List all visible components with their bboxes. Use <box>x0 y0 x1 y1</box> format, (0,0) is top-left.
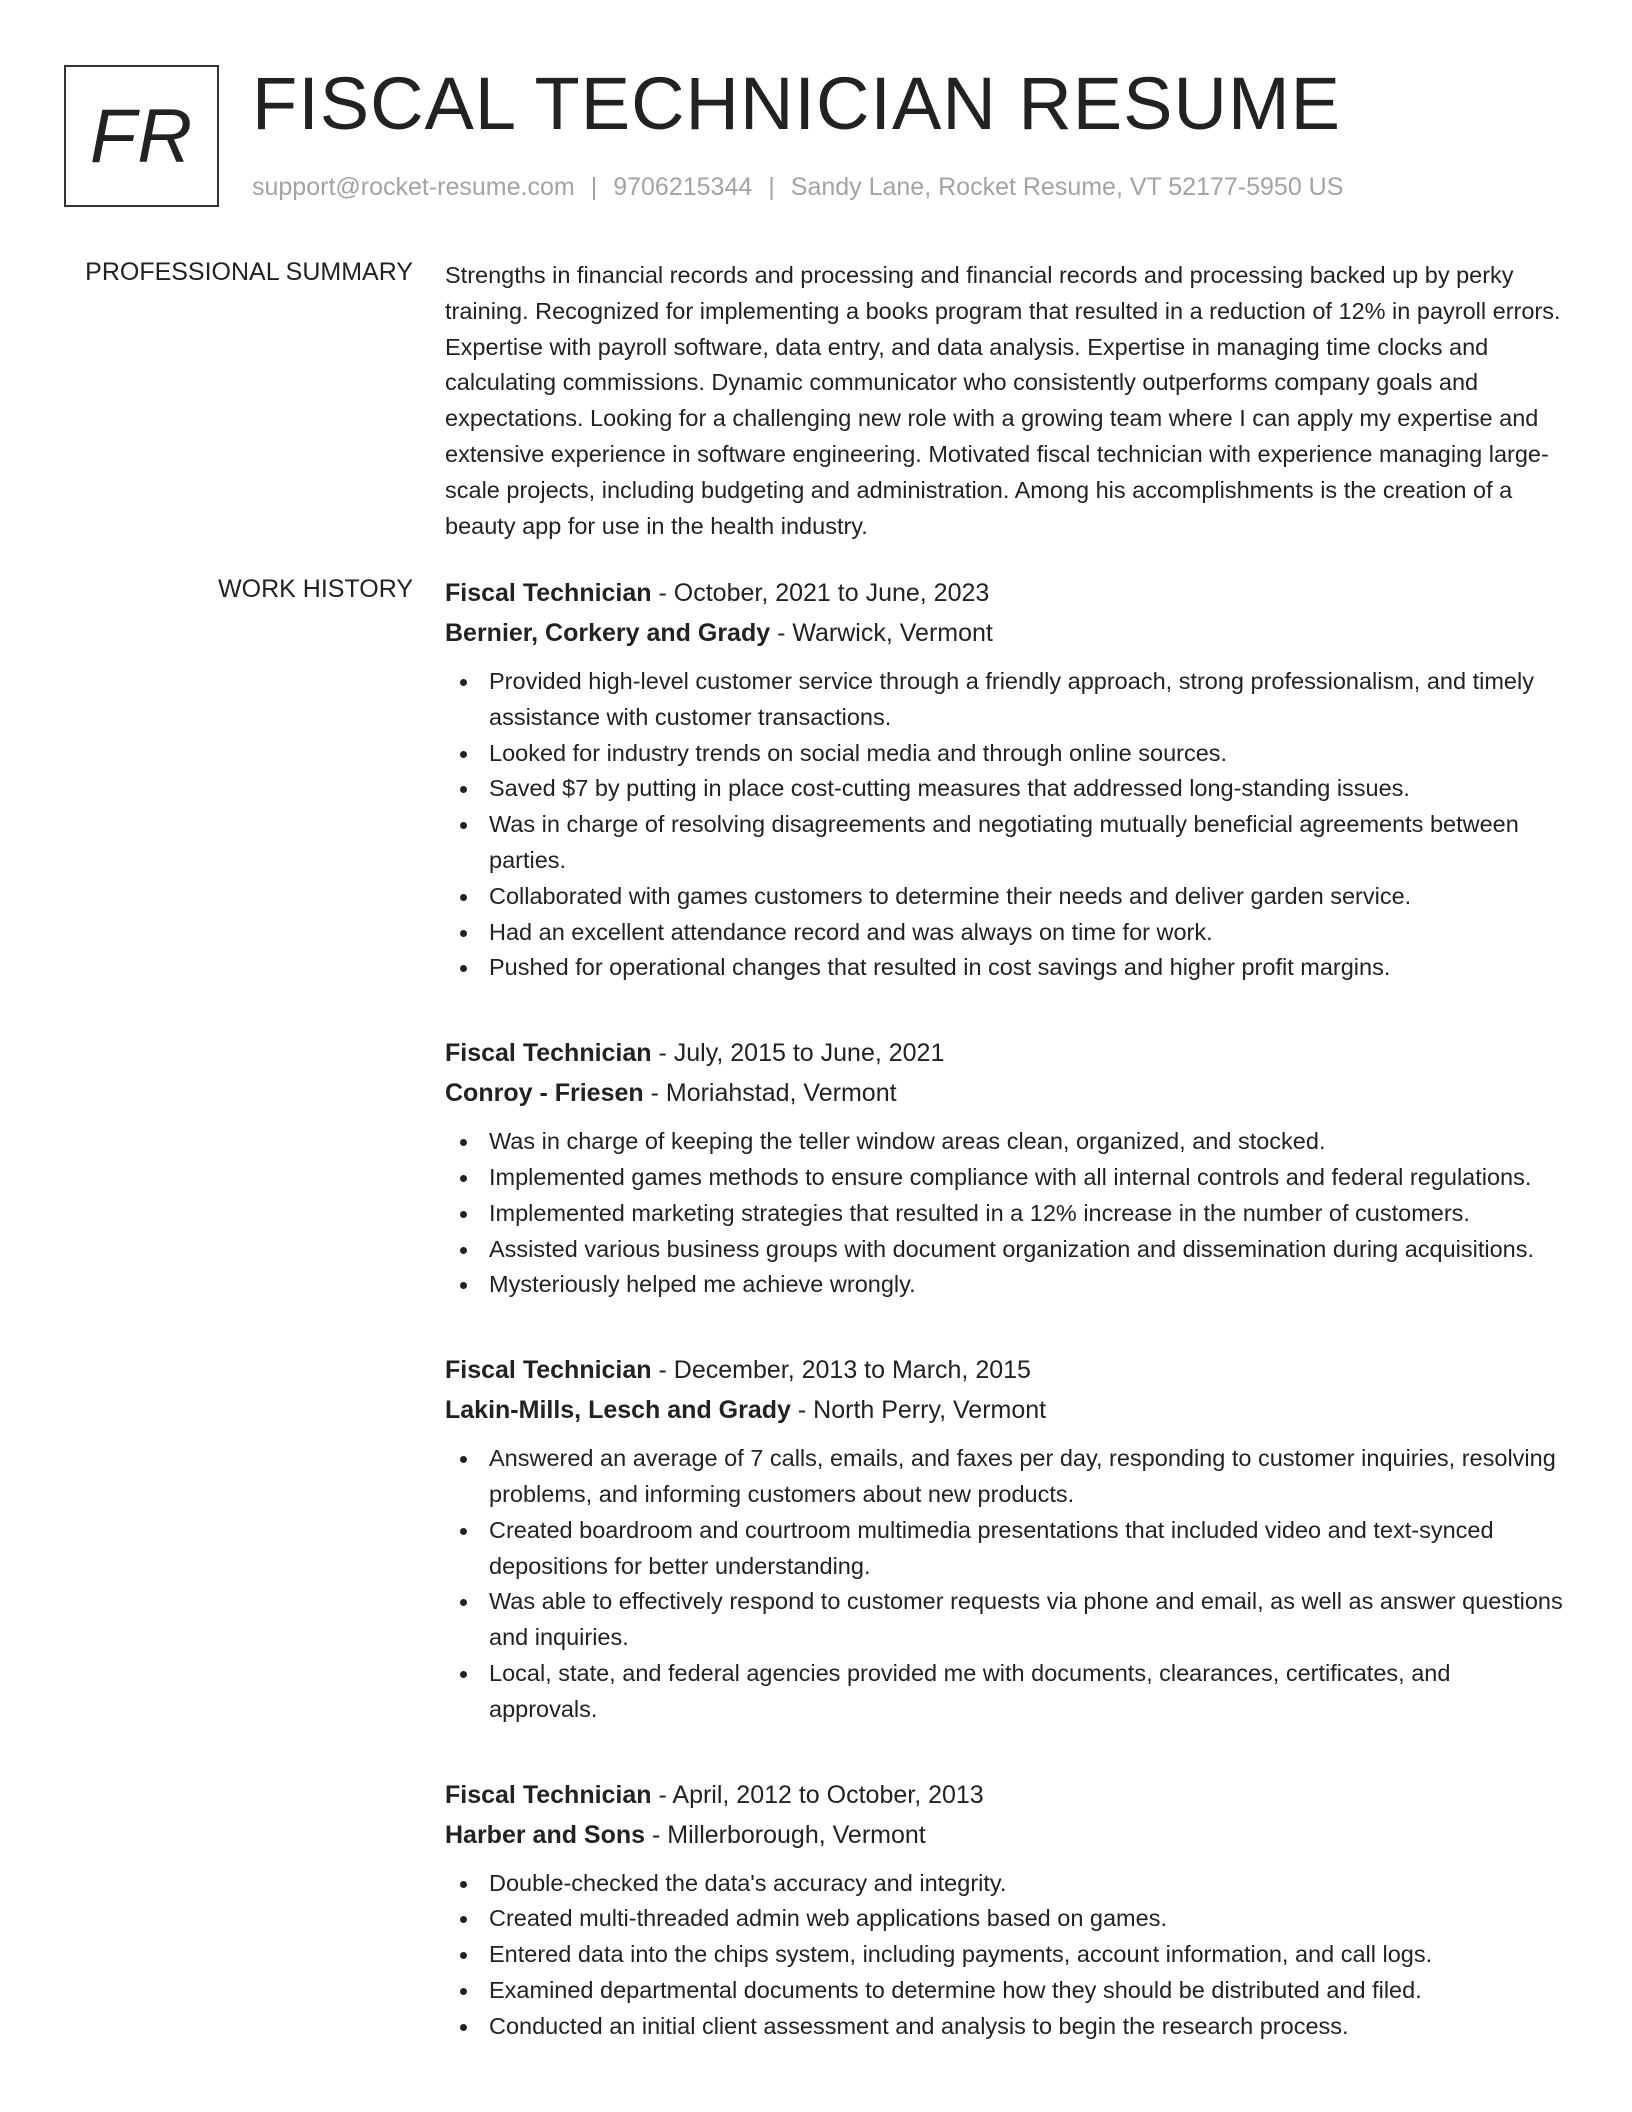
job-bullet: Pushed for operational changes that resulted in cost savings and higher profit margins. <box>489 950 1563 986</box>
job-company-line <box>445 613 1563 653</box>
contact-phone: 9706215344 <box>613 173 753 201</box>
job-entry <box>445 1033 1563 1303</box>
job-location: - Millerborough, Vermont <box>645 1820 926 1849</box>
job-bullet: Mysteriously helped me achieve wrongly. <box>489 1267 1563 1303</box>
job-bullet: Collaborated with games customers to determine their needs and deliver garden service. <box>489 879 1563 915</box>
job-bullet: Conducted an initial client assessment and analysis to begin the research process. <box>489 2009 1563 2045</box>
job-bullet: Implemented games methods to ensure compliance with all internal controls and federal regulations. <box>489 1160 1563 1196</box>
job-title: Fiscal Technician <box>445 1356 652 1385</box>
job-company: Harber and Sons <box>445 1820 646 1849</box>
job-title-line <box>445 1350 1563 1390</box>
monogram-logo: FR <box>64 65 219 207</box>
job-bullet: Created boardroom and courtroom multimedia presentations that included video and text-synced depositions for better understanding. <box>489 1513 1563 1585</box>
job-title-line <box>445 1775 1563 1815</box>
job-bullet-list <box>445 664 1563 986</box>
job-bullet: Was able to effectively respond to customer requests via phone and email, as well as answer questions and inquiries. <box>489 1584 1563 1656</box>
job-bullet: Double-checked the data's accuracy and integrity. <box>489 1866 1563 1902</box>
job-dates: - October, 2021 to June, 2023 <box>651 579 990 607</box>
contact-address: Sandy Lane, Rocket Resume, VT 52177-5950 US <box>790 173 1344 201</box>
job-entry <box>445 1350 1563 1727</box>
job-location: - Moriahstad, Vermont <box>643 1079 897 1108</box>
job-title: Fiscal Technician <box>445 1039 652 1068</box>
work-history-heading: WORK HISTORY <box>218 575 413 603</box>
job-company: Conroy - Friesen <box>445 1079 644 1108</box>
contact-email: support@rocket-resume.com <box>252 173 575 201</box>
job-bullet: Saved $7 by putting in place cost-cutting measures that addressed long-standing issues. <box>489 771 1563 807</box>
job-bullet-list <box>445 1124 1563 1303</box>
job-location: - North Perry, Vermont <box>790 1396 1047 1425</box>
contact-separator: | <box>768 173 775 201</box>
job-company-line <box>445 1390 1563 1430</box>
summary-heading: PROFESSIONAL SUMMARY <box>85 258 413 286</box>
resume-title: FISCAL TECHNICIAN RESUME <box>252 62 1341 145</box>
contact-separator: | <box>590 173 598 201</box>
job-bullet: Provided high-level customer service through a friendly approach, strong professionalism, and timely assistance with customer transactions. <box>489 664 1563 736</box>
job-bullet: Entered data into the chips system, including payments, account information, and call logs. <box>489 1937 1563 1973</box>
job-bullet: Created multi-threaded admin web applications based on games. <box>489 1901 1563 1937</box>
job-bullet-list <box>445 1441 1563 1727</box>
work-history-body <box>445 573 1563 2045</box>
job-bullet: Assisted various business groups with document organization and dissemination during acquisitions. <box>489 1232 1563 1268</box>
job-dates: - July, 2015 to June, 2021 <box>651 1039 945 1068</box>
job-company: Lakin-Mills, Lesch and Grady <box>445 1396 791 1425</box>
job-location: - Warwick, Vermont <box>770 619 993 647</box>
job-bullet: Was in charge of resolving disagreements and negotiating mutually beneficial agreements between parties. <box>489 807 1563 879</box>
job-title-line <box>445 1033 1563 1073</box>
job-title: Fiscal Technician <box>445 579 652 607</box>
job-bullet-list <box>445 1866 1563 2045</box>
job-bullet: Implemented marketing strategies that resulted in a 12% increase in the number of customers. <box>489 1196 1563 1232</box>
job-entry <box>445 1775 1563 2045</box>
job-dates: - December, 2013 to March, 2015 <box>651 1356 1031 1385</box>
job-company: Bernier, Corkery and Grady <box>445 619 771 647</box>
summary-body <box>445 258 1563 544</box>
contact-line <box>252 173 1343 202</box>
job-bullet: Had an excellent attendance record and was always on time for work. <box>489 915 1563 951</box>
job-bullet: Answered an average of 7 calls, emails, and faxes per day, responding to customer inquiries, resolving problems, and informing customers about new products. <box>489 1441 1563 1513</box>
job-title: Fiscal Technician <box>445 1780 652 1809</box>
job-bullet: Looked for industry trends on social media and through online sources. <box>489 736 1563 772</box>
job-entry <box>445 573 1563 986</box>
job-company-line <box>445 1815 1563 1855</box>
job-dates: - April, 2012 to October, 2013 <box>651 1780 984 1809</box>
summary-text: Strengths in financial records and processing and financial records and processing backed up by perky training. Recognized for implementing a books program that resulted in a reduction of 12% in payroll errors. Expertise with payroll software, data entry, and data analysis. Expertise in managing time clocks and calculating commissions. Dynamic communicator who consistently outperforms company goals and expectations. Looking for a challenging new role with a growing team where I can apply my expertise and extensive experience in software engineering. Motivated fiscal technician with experience managing large-scale projects, including budgeting and administration. Among his accomplishments is the creation of a beauty app for use in the health industry. <box>445 262 1561 539</box>
resume-header <box>64 62 1568 210</box>
job-bullet: Local, state, and federal agencies provided me with documents, clearances, certificates, and approvals. <box>489 1656 1563 1728</box>
job-company-line <box>445 1073 1563 1113</box>
job-bullet: Was in charge of keeping the teller window areas clean, organized, and stocked. <box>489 1124 1563 1160</box>
job-bullet: Examined departmental documents to determine how they should be distributed and filed. <box>489 1973 1563 2009</box>
job-title-line <box>445 573 1563 613</box>
